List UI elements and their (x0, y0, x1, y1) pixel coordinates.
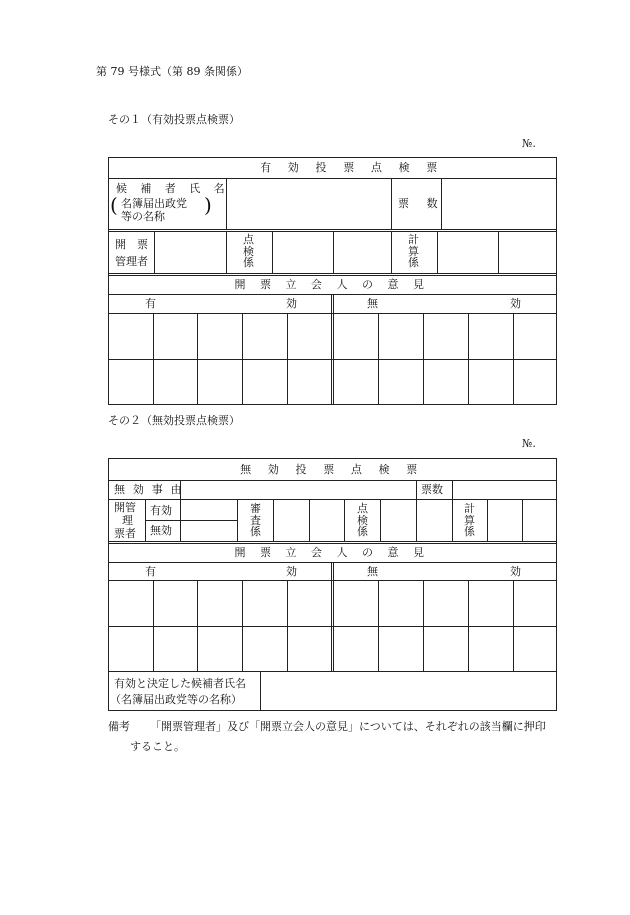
note-line2: すること。 (130, 740, 185, 753)
part2-calc-label: 計 算 係 (464, 502, 475, 539)
part2-invalid-a: 無 (367, 565, 378, 578)
part2-vote-count-label: 票数 (421, 483, 443, 496)
part1-valid-a: 有 (145, 297, 156, 310)
part2-invalid-b: 効 (510, 565, 521, 578)
part2-manager-line1: 開管 (114, 501, 136, 514)
close-paren: ) (204, 193, 212, 217)
part1-calc-label: 計 算 係 (408, 233, 419, 270)
part1-invalid-a: 無 (367, 297, 378, 310)
part2-manager-line3: 票者 (114, 527, 136, 540)
part1-checker-label: 点 検 係 (243, 233, 254, 270)
part2-muko-label: 無効 (150, 524, 172, 537)
part1-title: 有 効 投 票 点 検 票 (260, 161, 444, 174)
form-number: 第 79 号様式（第 89 条関係） (96, 65, 248, 78)
part2-no-label: №. (522, 437, 536, 450)
part1-candidate-sub2: 等の名称 (121, 210, 165, 223)
part2-subtitle: その２（無効投票点検票） (108, 414, 240, 427)
part2-decided-line1: 有効と決定した候補者氏名 (114, 677, 246, 690)
part2-yuko-label: 有効 (150, 504, 172, 517)
part1-no-label: №. (522, 137, 536, 150)
part1-candidate-label: 候 補 者 氏 名 (116, 182, 230, 195)
part1-subtitle: その１（有効投票点検票） (108, 113, 240, 126)
note-label: 備考 (108, 720, 130, 733)
part2-checker-label: 点 検 係 (357, 502, 368, 539)
part1-manager-line2: 管理者 (115, 255, 148, 268)
part1-opinion-title: 開 票 立 会 人 の 意 見 (234, 278, 430, 291)
open-paren: ( (110, 193, 118, 217)
part2-manager-line2: 理 (122, 514, 133, 527)
part2-opinion-title: 開 票 立 会 人 の 意 見 (234, 546, 430, 559)
part2-reason-label: 無 効 事 由 (114, 483, 184, 496)
part1-invalid-b: 効 (510, 297, 521, 310)
part2-examiner-label: 審 査 係 (250, 502, 261, 539)
part1-candidate-sub1: 名簿届出政党 (121, 197, 187, 210)
part1-manager-line1: 開 票 (115, 238, 148, 251)
part2-title: 無 効 投 票 点 検 票 (240, 463, 424, 476)
part1-valid-b: 効 (286, 297, 297, 310)
part2-decided-line2: （名簿届出政党等の名称） (110, 693, 242, 706)
part2-valid-a: 有 (145, 565, 156, 578)
part2-valid-b: 効 (286, 565, 297, 578)
note-line1: 「開票管理者」及び「開票立会人の意見」については、それぞれの該当欄に押印 (150, 720, 546, 733)
part1-vote-count-label: 票 数 (398, 197, 441, 210)
